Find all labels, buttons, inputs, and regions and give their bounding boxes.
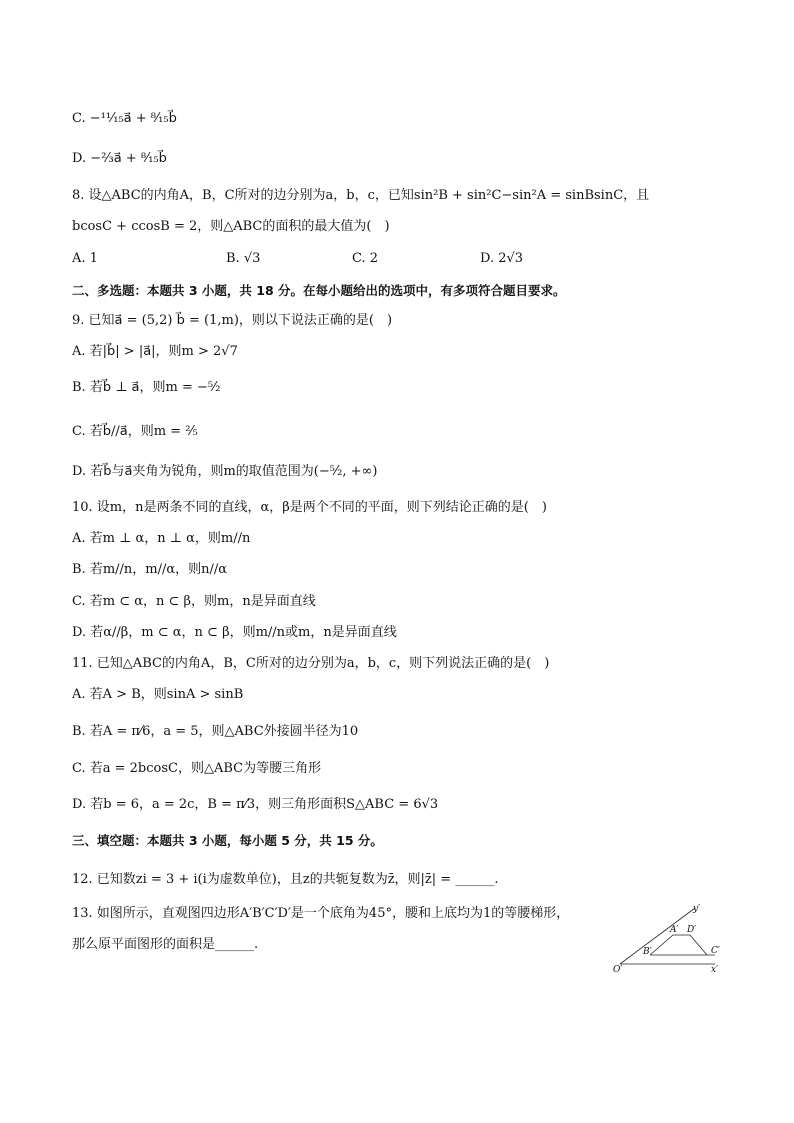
trapezoid-figure <box>610 900 730 975</box>
q9-option-b: B. 若b⃗ ⊥ a⃗，则m = −⁵⁄₂ <box>72 380 221 395</box>
trapezoid-outline <box>650 935 707 955</box>
section-2-heading: 二、多选题：本题共 3 小题，共 18 分。在每小题给出的选项中，有多项符合题目要求。 <box>72 283 566 298</box>
q10-option-b: B. 若m//n，m//α，则n//α <box>72 562 228 577</box>
q8-stem-line1: 8. 设△ABC的内角A，B，C所对的边分别为a，b，c，已知sin²B + sin²C−sin²A = sinBsinC，且 <box>72 188 650 203</box>
q8-option-a: A. 1 <box>72 251 98 266</box>
q10-option-d: D. 若α//β，m ⊂ α，n ⊂ β，则m//n或m，n是异面直线 <box>72 625 397 640</box>
q8-option-d: D. 2√3 <box>480 251 524 266</box>
q8-option-c: C. 2 <box>352 251 379 266</box>
q11-option-d: D. 若b = 6，a = 2c，B = π⁄3，则三角形面积S△ABC = 6√3 <box>72 797 439 812</box>
label-y: y′ <box>693 904 701 914</box>
label-o: O′ <box>613 965 623 975</box>
label-c: C′ <box>711 946 720 956</box>
q7-option-d: D. −²⁄₃a⃗ + ⁸⁄₁₅b⃗ <box>72 151 167 166</box>
label-b: B′ <box>643 947 652 957</box>
q10-stem: 10. 设m，n是两条不同的直线，α，β是两个不同的平面，则下列结论正确的是( ) <box>72 500 547 515</box>
q11-stem: 11. 已知△ABC的内角A，B，C所对的边分别为a，b，c，则下列说法正确的是( ) <box>72 656 550 671</box>
q9-option-a: A. 若|b⃗| > |a⃗|，则m > 2√7 <box>72 344 238 359</box>
q11-option-c: C. 若a = 2bcosC，则△ABC为等腰三角形 <box>72 761 322 776</box>
q10-option-a: A. 若m ⊥ α，n ⊥ α，则m//n <box>72 531 251 546</box>
section-3-heading: 三、填空题：本题共 3 小题，每小题 5 分，共 15 分。 <box>72 833 383 848</box>
y-axis <box>620 908 695 964</box>
label-a: A′ <box>670 925 679 935</box>
q11-option-b: B. 若A = π⁄6，a = 5，则△ABC外接圆半径为10 <box>72 724 359 739</box>
label-x: x′ <box>711 965 719 975</box>
q9-option-d: D. 若b⃗与a⃗夹角为锐角，则m的取值范围为(−⁵⁄₂, +∞) <box>72 464 378 479</box>
q13-stem-line2: 那么原平面图形的面积是______. <box>72 937 259 952</box>
q11-option-a: A. 若A > B，则sinA > sinB <box>72 687 244 702</box>
q10-option-c: C. 若m ⊂ α，n ⊂ β，则m，n是异面直线 <box>72 594 316 609</box>
q8-stem-line2: bcosC + ccosB = 2，则△ABC的面积的最大值为( ) <box>72 219 390 234</box>
trapezoid-diagram <box>610 900 730 975</box>
q8-option-b: B. √3 <box>226 251 261 266</box>
q7-option-c: C. −¹¹⁄₁₅a⃗ + ⁸⁄₁₅b⃗ <box>72 111 177 126</box>
label-d: D′ <box>687 925 697 935</box>
q9-stem: 9. 已知a⃗ = (5,2) b⃗ = (1,m)，则以下说法正确的是( ) <box>72 313 393 328</box>
q12-stem: 12. 已知数zi = 3 + i(i为虚数单位)，且z的共轭复数为z̄，则|z̄| = ______. <box>72 872 499 887</box>
q13-stem-line1: 13. 如图所示，直观图四边形A′B′C′D′是一个底角为45°，腰和上底均为1的等腰梯形， <box>72 906 570 921</box>
q9-option-c: C. 若b⃗//a⃗，则m = ²⁄₅ <box>72 424 198 439</box>
